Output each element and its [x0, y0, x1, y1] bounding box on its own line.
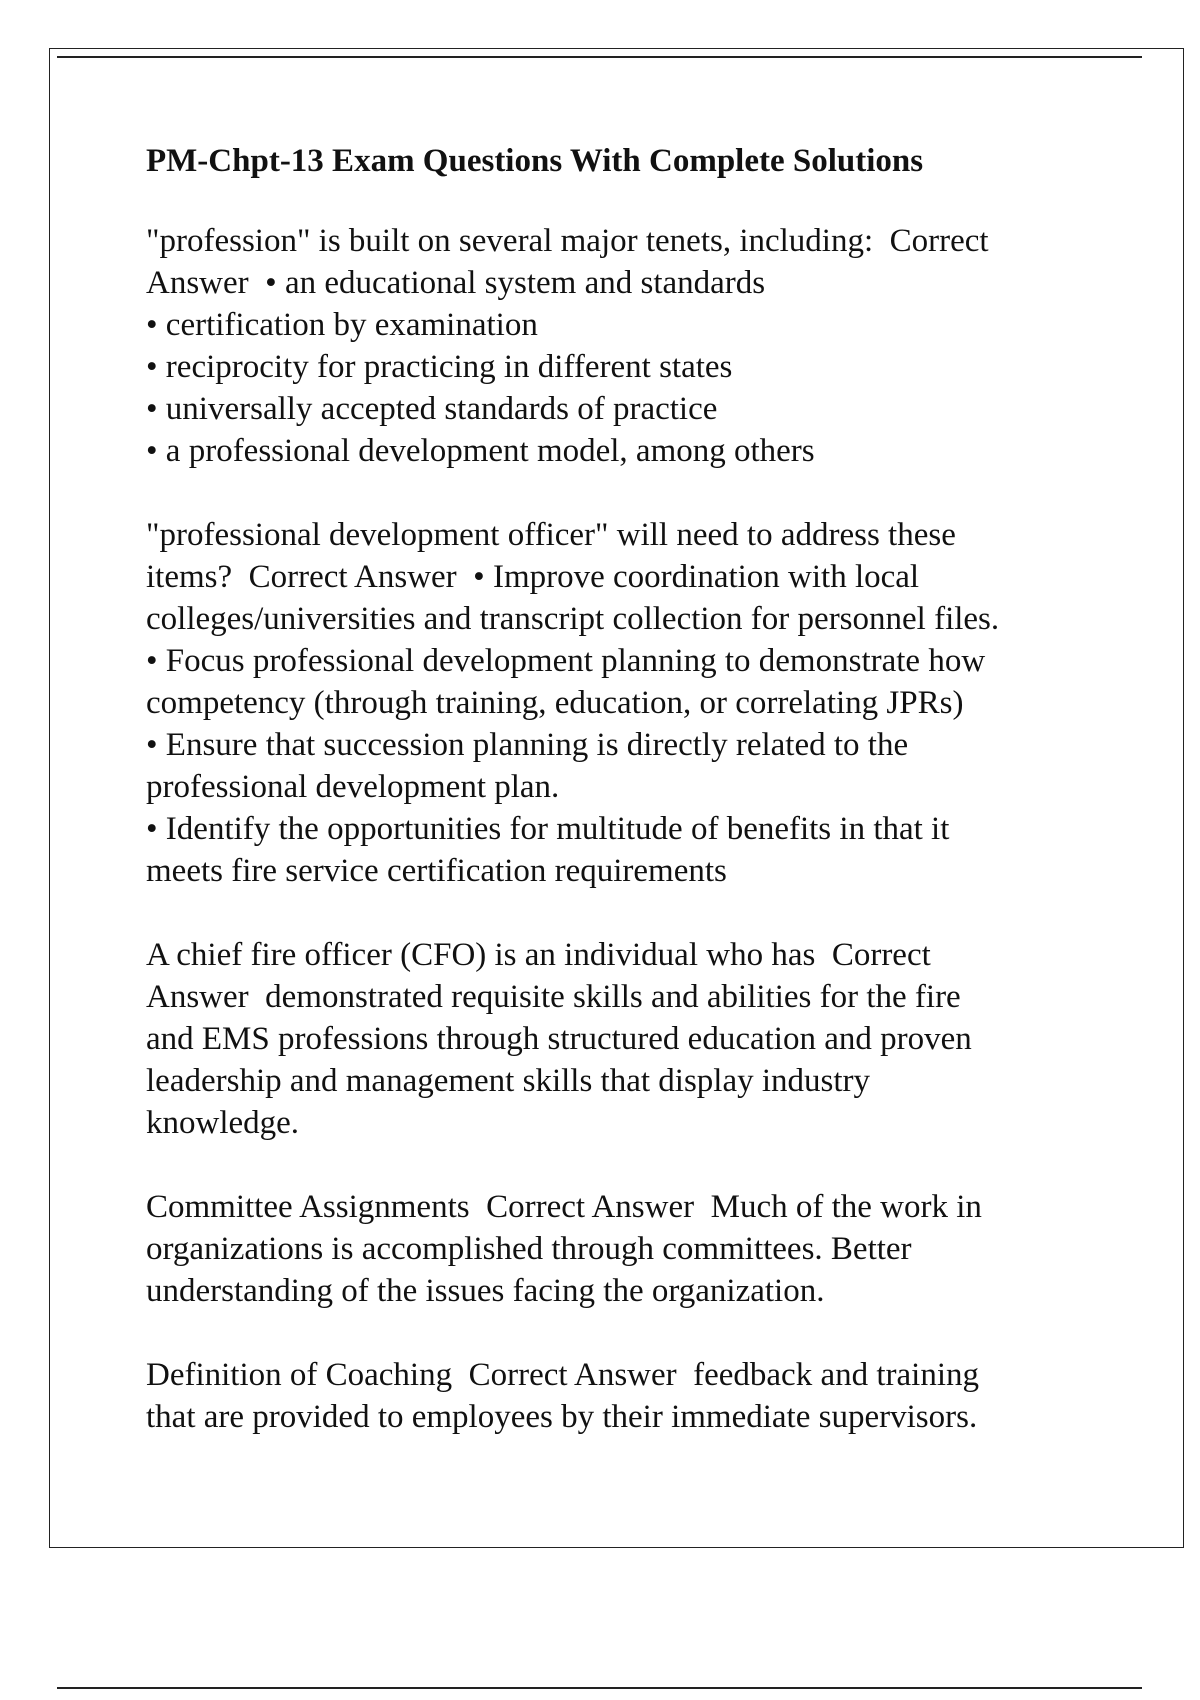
qa-entry-professional-development-officer: "professional development officer" will need to address these items? Correct Answer • Improve coordination with local colleges/universities and transcript collection for personnel files. • Focus professional development planning to demonstrate how competency (through training, education, or correlating JPRs) • Ensure that succession planning is directly related to the professional development plan. • Identify the opportunities for multitude of benefits in that it meets fire service certification requirements	[146, 517, 1000, 889]
qa-entry-definition-of-coaching: Definition of Coaching Correct Answer feedback and training that are provided to employees by their immediate supervisors.	[146, 1357, 979, 1435]
qa-entry-profession: "profession" is built on several major tenets, including: Correct Answer • an educational system and standards • certification by examination • reciprocity for practicing in different states • universally accepted standards of practice • a professional development model, among others	[146, 223, 989, 469]
document-body	[146, 140, 1106, 1480]
bottom-rule	[57, 1687, 1142, 1689]
page-title: PM-Chpt-13 Exam Questions With Complete Solutions	[146, 143, 924, 179]
qa-entry-committee-assignments: Committee Assignments Correct Answer Much of the work in organizations is accomplished through committees. Better understanding of the issues facing the organization.	[146, 1189, 982, 1309]
qa-entry-chief-fire-officer: A chief fire officer (CFO) is an individual who has Correct Answer demonstrated requisite skills and abilities for the fire and EMS professions through structured education and proven leadership and management skills that display industry knowledge.	[146, 937, 972, 1141]
